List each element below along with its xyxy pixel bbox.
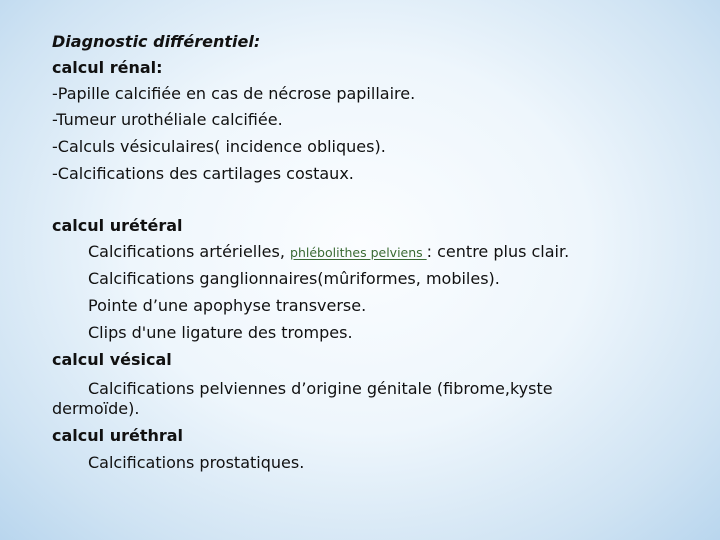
ureteral-line-1 [88,241,569,264]
ureteral-line-1-prefix: Calcifications artérielles, [88,242,291,261]
phlebolithes-link[interactable]: phlébolithes pelviens [290,245,427,260]
renal-heading: calcul rénal: [52,58,163,77]
vesical-heading: calcul vésical [52,350,172,369]
renal-item: -Tumeur urothéliale calcifiée. [52,110,283,129]
vesical-item-line-1: Calcifications pelviennes d’origine génitale (fibrome,kyste [88,379,553,398]
ureteral-item: Clips d'une ligature des trompes. [88,323,353,342]
ureteral-heading: calcul urétéral [52,216,183,235]
vesical-item-line-2: dermoïde). [52,399,140,418]
slide-title: Diagnostic différentiel: [52,32,261,51]
ureteral-item: Pointe d’une apophyse transverse. [88,296,367,315]
urethral-item: Calcifications prostatiques. [88,453,305,472]
renal-item: -Calculs vésiculaires( incidence obliques). [52,137,386,156]
ureteral-item: Calcifications ganglionnaires(mûriformes, mobiles). [88,269,500,288]
ureteral-line-1-suffix: : centre plus clair. [426,242,570,261]
renal-item: -Papille calcifiée en cas de nécrose papillaire. [52,84,416,103]
urethral-heading: calcul uréthral [52,426,184,445]
renal-item: -Calcifications des cartilages costaux. [52,164,354,183]
